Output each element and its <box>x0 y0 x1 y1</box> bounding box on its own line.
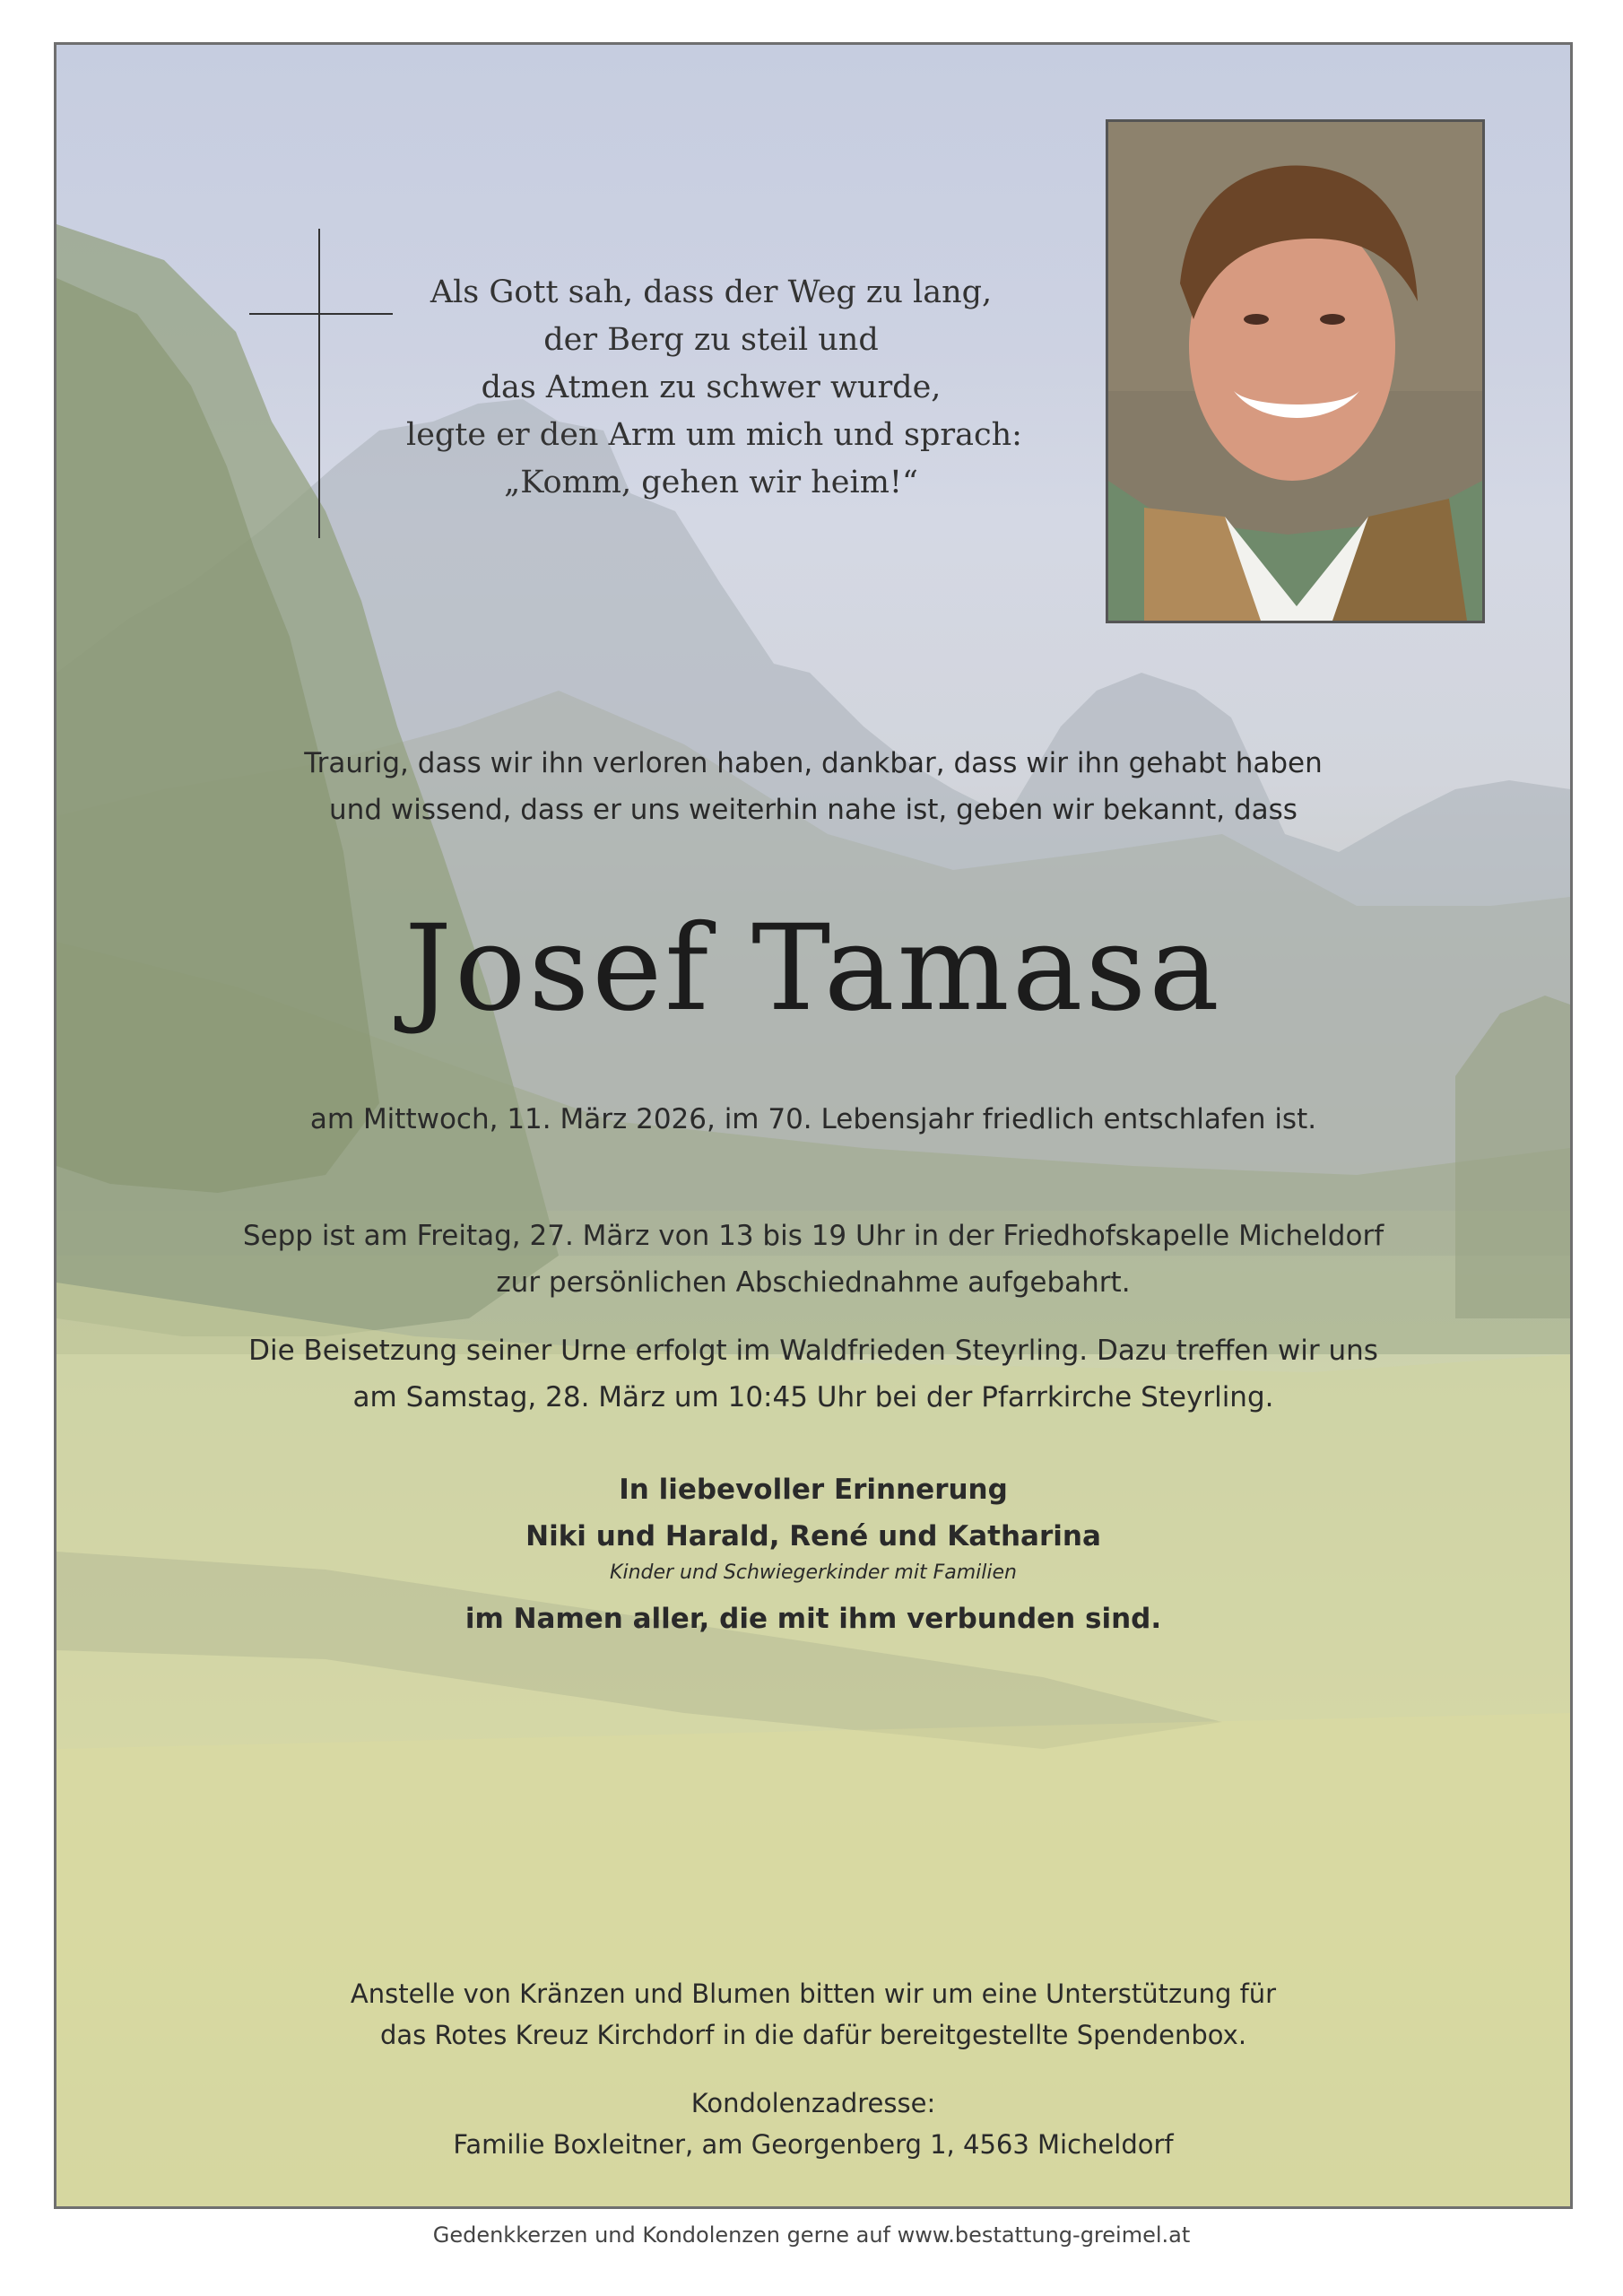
verse-line: „Komm, gehen wir heim!“ <box>504 465 918 500</box>
donation-line: Anstelle von Kränzen und Blumen bitten wir um eine Unterstützung für <box>350 1979 1277 2009</box>
donation-request <box>56 1973 1570 2056</box>
memorial-verse <box>406 269 1022 507</box>
family-names: Niki und Harald, René und Katharina <box>525 1520 1101 1552</box>
verse-line: legte er den Arm um mich und sprach: <box>406 417 1022 453</box>
burial-line: Die Beisetzung seiner Urne erfolgt im Waldfrieden Steyrling. Dazu treffen wir uns <box>248 1335 1378 1367</box>
deceased-portrait <box>1106 119 1485 623</box>
intro-line: und wissend, dass er uns weiterhin nahe ist, geben wir bekannt, dass <box>329 794 1298 826</box>
verse-line: Als Gott sah, dass der Weg zu lang, <box>430 274 993 310</box>
donation-line: das Rotes Kreuz Kirchdorf in die dafür bereitgestellte Spendenbox. <box>379 2020 1247 2050</box>
footer-website-note: Gedenkkerzen und Kondolenzen gerne auf www.bestattung-greimel.at <box>432 2222 1191 2248</box>
closing-line: im Namen aller, die mit ihm verbunden sind. <box>464 1603 1162 1635</box>
burial-line: am Samstag, 28. März um 10:45 Uhr bei der Pfarrkirche Steyrling. <box>352 1381 1274 1413</box>
intro-line: Traurig, dass wir ihn verloren haben, dankbar, dass wir ihn gehabt haben <box>304 747 1323 779</box>
wake-line: Sepp ist am Freitag, 27. März von 13 bis 19 Uhr in der Friedhofskapelle Micheldorf <box>242 1220 1384 1252</box>
verse-line: der Berg zu steil und <box>543 322 879 358</box>
death-notice: am Mittwoch, 11. März 2026, im 70. Lebensjahr friedlich entschlafen ist. <box>309 1103 1317 1135</box>
obituary-card <box>54 42 1573 2209</box>
wake-line: zur persönlichen Abschiednahme aufgebahrt. <box>496 1266 1131 1299</box>
address-label: Kondolenzadresse: <box>690 2088 936 2118</box>
memory-heading: In liebevoller Erinnerung <box>619 1474 1008 1506</box>
family-subtitle: Kinder und Schwiegerkinder mit Familien <box>610 1561 1017 1584</box>
verse-line: das Atmen zu schwer wurde, <box>481 370 942 405</box>
cross-icon <box>249 229 393 538</box>
memory-section <box>56 1466 1570 1642</box>
address-value: Familie Boxleitner, am Georgenberg 1, 4563 Micheldorf <box>453 2129 1174 2160</box>
deceased-name: Josef Tamasa <box>404 900 1222 1038</box>
condolence-address <box>56 2083 1570 2165</box>
burial-info <box>56 1327 1570 1421</box>
wake-info <box>56 1213 1570 1306</box>
intro-text <box>56 740 1570 833</box>
